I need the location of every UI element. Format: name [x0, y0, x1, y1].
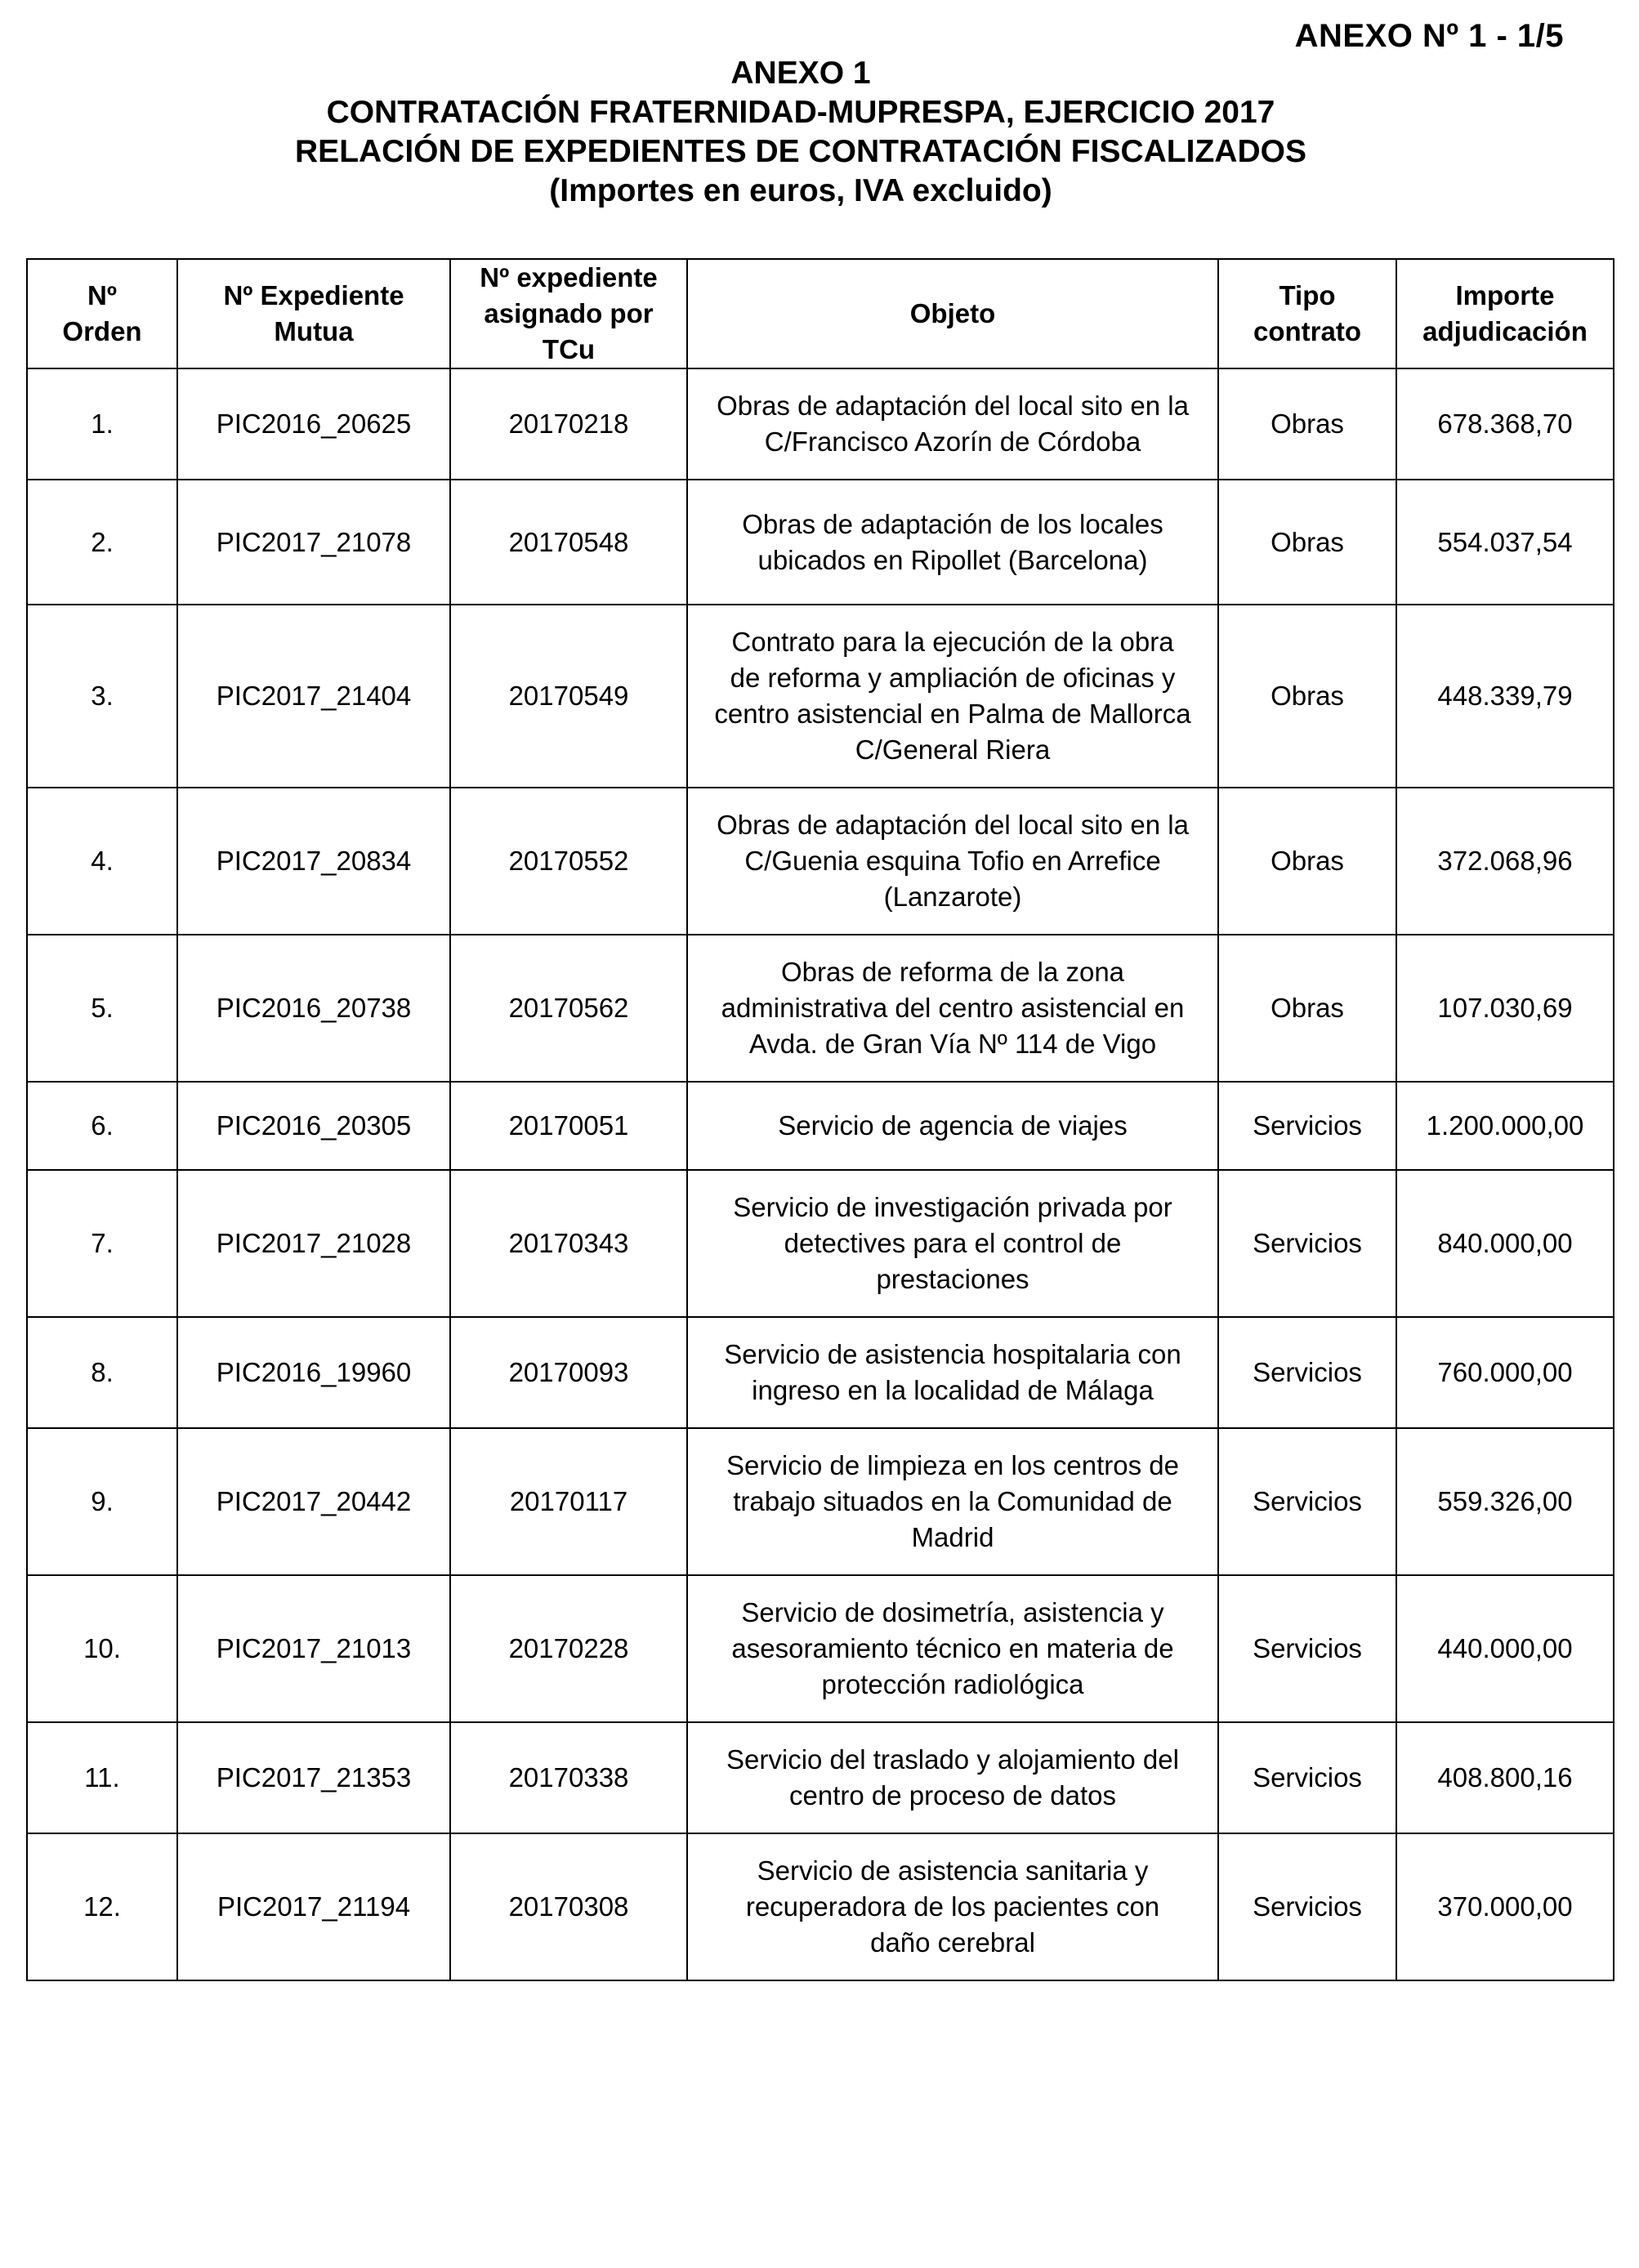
cell-expediente-mutua: PIC2017_21194 — [177, 1833, 450, 1980]
cell-expediente-mutua: PIC2017_20834 — [177, 788, 450, 935]
cell-objeto — [687, 1170, 1218, 1317]
cell-orden: 1. — [27, 368, 177, 480]
cell-line: Contrato para la ejecución de la obra — [731, 627, 1174, 657]
contracts-table — [26, 258, 1614, 1981]
table-row — [27, 935, 1614, 1082]
page-reference: ANEXO Nº 1 - 1/5 — [1294, 18, 1564, 54]
cell-line: de reforma y ampliación de oficinas y — [730, 663, 1176, 693]
cell-expediente-mutua: PIC2016_20738 — [177, 935, 450, 1082]
cell-expediente-tcu: 20170562 — [450, 935, 687, 1082]
cell-expediente-mutua: PIC2016_20625 — [177, 368, 450, 480]
cell-objeto — [687, 1575, 1218, 1722]
cell-line: C/Guenia esquina Tofio en Arrefice — [744, 846, 1161, 876]
table-row — [27, 480, 1614, 605]
cell-line: ingreso en la localidad de Málaga — [752, 1375, 1154, 1405]
document-heading — [0, 54, 1601, 211]
table-row — [27, 1317, 1614, 1428]
cell-tipo-contrato: Servicios — [1218, 1428, 1396, 1575]
cell-objeto — [687, 480, 1218, 605]
cell-orden: 10. — [27, 1575, 177, 1722]
cell-importe: 408.800,16 — [1396, 1722, 1614, 1833]
cell-expediente-tcu: 20170338 — [450, 1722, 687, 1833]
cell-line: prestaciones — [876, 1264, 1029, 1294]
cell-expediente-mutua: PIC2017_20442 — [177, 1428, 450, 1575]
cell-objeto — [687, 1317, 1218, 1428]
cell-line: Servicio de agencia de viajes — [778, 1110, 1128, 1141]
cell-tipo-contrato: Obras — [1218, 788, 1396, 935]
cell-orden: 6. — [27, 1082, 177, 1170]
cell-expediente-mutua: PIC2017_21404 — [177, 605, 450, 788]
cell-expediente-mutua: PIC2016_19960 — [177, 1317, 450, 1428]
cell-expediente-mutua: PIC2017_21353 — [177, 1722, 450, 1833]
cell-objeto — [687, 935, 1218, 1082]
heading-contract-title: CONTRATACIÓN FRATERNIDAD-MUPRESPA, EJERCICIO 2017 — [326, 95, 1275, 130]
cell-importe: 678.368,70 — [1396, 368, 1614, 480]
cell-importe: 554.037,54 — [1396, 480, 1614, 605]
cell-expediente-mutua: PIC2017_21028 — [177, 1170, 450, 1317]
table-body — [27, 368, 1614, 1980]
table-row — [27, 605, 1614, 788]
heading-relation-title: RELACIÓN DE EXPEDIENTES DE CONTRATACIÓN FISCALIZADOS — [295, 134, 1306, 169]
cell-importe: 559.326,00 — [1396, 1428, 1614, 1575]
cell-objeto — [687, 368, 1218, 480]
cell-objeto — [687, 788, 1218, 935]
table-row — [27, 1170, 1614, 1317]
cell-line: Avda. de Gran Vía Nº 114 de Vigo — [748, 1029, 1157, 1059]
cell-line: Madrid — [911, 1522, 994, 1552]
cell-orden: 8. — [27, 1317, 177, 1428]
cell-line: administrativa del centro asistencial en — [721, 993, 1185, 1023]
cell-importe: 370.000,00 — [1396, 1833, 1614, 1980]
table-row — [27, 1428, 1614, 1575]
cell-line: Obras de adaptación del local sito en la — [717, 391, 1189, 421]
cell-tipo-contrato: Servicios — [1218, 1575, 1396, 1722]
cell-importe: 1.200.000,00 — [1396, 1082, 1614, 1170]
header-tipo-contrato: Tipo contrato — [1218, 259, 1396, 368]
cell-importe: 107.030,69 — [1396, 935, 1614, 1082]
cell-line: (Lanzarote) — [883, 882, 1022, 912]
table-row — [27, 1833, 1614, 1980]
cell-orden: 12. — [27, 1833, 177, 1980]
cell-line: asesoramiento técnico en materia de — [731, 1633, 1174, 1663]
cell-line: protección radiológica — [821, 1669, 1084, 1699]
cell-importe: 372.068,96 — [1396, 788, 1614, 935]
cell-expediente-tcu: 20170549 — [450, 605, 687, 788]
cell-expediente-tcu: 20170552 — [450, 788, 687, 935]
header-expediente-mutua: Nº Expediente Mutua — [177, 259, 450, 368]
cell-tipo-contrato: Servicios — [1218, 1170, 1396, 1317]
cell-line: Servicio del traslado y alojamiento del — [726, 1744, 1179, 1775]
cell-line: centro de proceso de datos — [789, 1780, 1116, 1810]
cell-expediente-tcu: 20170548 — [450, 480, 687, 605]
header-objeto: Objeto — [687, 259, 1218, 368]
cell-objeto — [687, 1833, 1218, 1980]
cell-expediente-tcu: 20170343 — [450, 1170, 687, 1317]
cell-expediente-mutua: PIC2017_21078 — [177, 480, 450, 605]
cell-line: Obras de reforma de la zona — [780, 957, 1125, 987]
header-expediente-tcu: Nº expediente asignado por TCu — [450, 259, 687, 368]
cell-objeto — [687, 605, 1218, 788]
cell-tipo-contrato: Obras — [1218, 368, 1396, 480]
cell-tipo-contrato: Servicios — [1218, 1722, 1396, 1833]
cell-line: recuperadora de los pacientes con — [745, 1891, 1160, 1922]
cell-orden: 3. — [27, 605, 177, 788]
heading-amounts-note: (Importes en euros, IVA excluido) — [549, 173, 1052, 208]
cell-line: C/General Riera — [855, 734, 1051, 765]
table-row — [27, 1722, 1614, 1833]
cell-orden: 2. — [27, 480, 177, 605]
table-row — [27, 788, 1614, 935]
cell-tipo-contrato: Obras — [1218, 935, 1396, 1082]
cell-importe: 840.000,00 — [1396, 1170, 1614, 1317]
cell-tipo-contrato: Servicios — [1218, 1082, 1396, 1170]
cell-expediente-mutua: PIC2017_21013 — [177, 1575, 450, 1722]
cell-orden: 5. — [27, 935, 177, 1082]
cell-line: Servicio de dosimetría, asistencia y — [741, 1597, 1164, 1627]
cell-line: Obras de adaptación de los locales — [742, 508, 1163, 539]
header-importe: Importe adjudicación — [1396, 259, 1614, 368]
heading-annex-title: ANEXO 1 — [730, 56, 871, 91]
cell-tipo-contrato: Obras — [1218, 605, 1396, 788]
cell-line: C/Francisco Azorín de Córdoba — [764, 426, 1141, 457]
cell-expediente-mutua: PIC2016_20305 — [177, 1082, 450, 1170]
cell-objeto — [687, 1082, 1218, 1170]
table-row — [27, 368, 1614, 480]
cell-line: trabajo situados en la Comunidad de — [733, 1486, 1172, 1516]
cell-tipo-contrato: Servicios — [1218, 1833, 1396, 1980]
cell-expediente-tcu: 20170117 — [450, 1428, 687, 1575]
cell-tipo-contrato: Servicios — [1218, 1317, 1396, 1428]
cell-orden: 7. — [27, 1170, 177, 1317]
cell-importe: 448.339,79 — [1396, 605, 1614, 788]
cell-line: detectives para el control de — [784, 1228, 1122, 1258]
cell-orden: 11. — [27, 1722, 177, 1833]
cell-orden: 4. — [27, 788, 177, 935]
cell-line: ubicados en Ripollet (Barcelona) — [757, 544, 1148, 575]
cell-expediente-tcu: 20170308 — [450, 1833, 687, 1980]
cell-expediente-tcu: 20170093 — [450, 1317, 687, 1428]
cell-line: centro asistencial en Palma de Mallorca — [714, 699, 1191, 729]
cell-line: Obras de adaptación del local sito en la — [717, 810, 1189, 840]
cell-line: Servicio de asistencia hospitalaria con — [724, 1339, 1181, 1369]
cell-tipo-contrato: Obras — [1218, 480, 1396, 605]
cell-orden: 9. — [27, 1428, 177, 1575]
cell-expediente-tcu: 20170218 — [450, 368, 687, 480]
table-header-row — [27, 259, 1614, 368]
cell-importe: 760.000,00 — [1396, 1317, 1614, 1428]
table-row — [27, 1575, 1614, 1722]
cell-objeto — [687, 1428, 1218, 1575]
cell-objeto — [687, 1722, 1218, 1833]
cell-line: Servicio de investigación privada por — [733, 1192, 1172, 1222]
cell-line: Servicio de asistencia sanitaria y — [757, 1855, 1149, 1886]
header-orden: Nº Orden — [27, 259, 177, 368]
table-row — [27, 1082, 1614, 1170]
cell-expediente-tcu: 20170051 — [450, 1082, 687, 1170]
cell-importe: 440.000,00 — [1396, 1575, 1614, 1722]
cell-line: Servicio de limpieza en los centros de — [726, 1450, 1179, 1480]
cell-expediente-tcu: 20170228 — [450, 1575, 687, 1722]
cell-line: daño cerebral — [870, 1927, 1035, 1958]
